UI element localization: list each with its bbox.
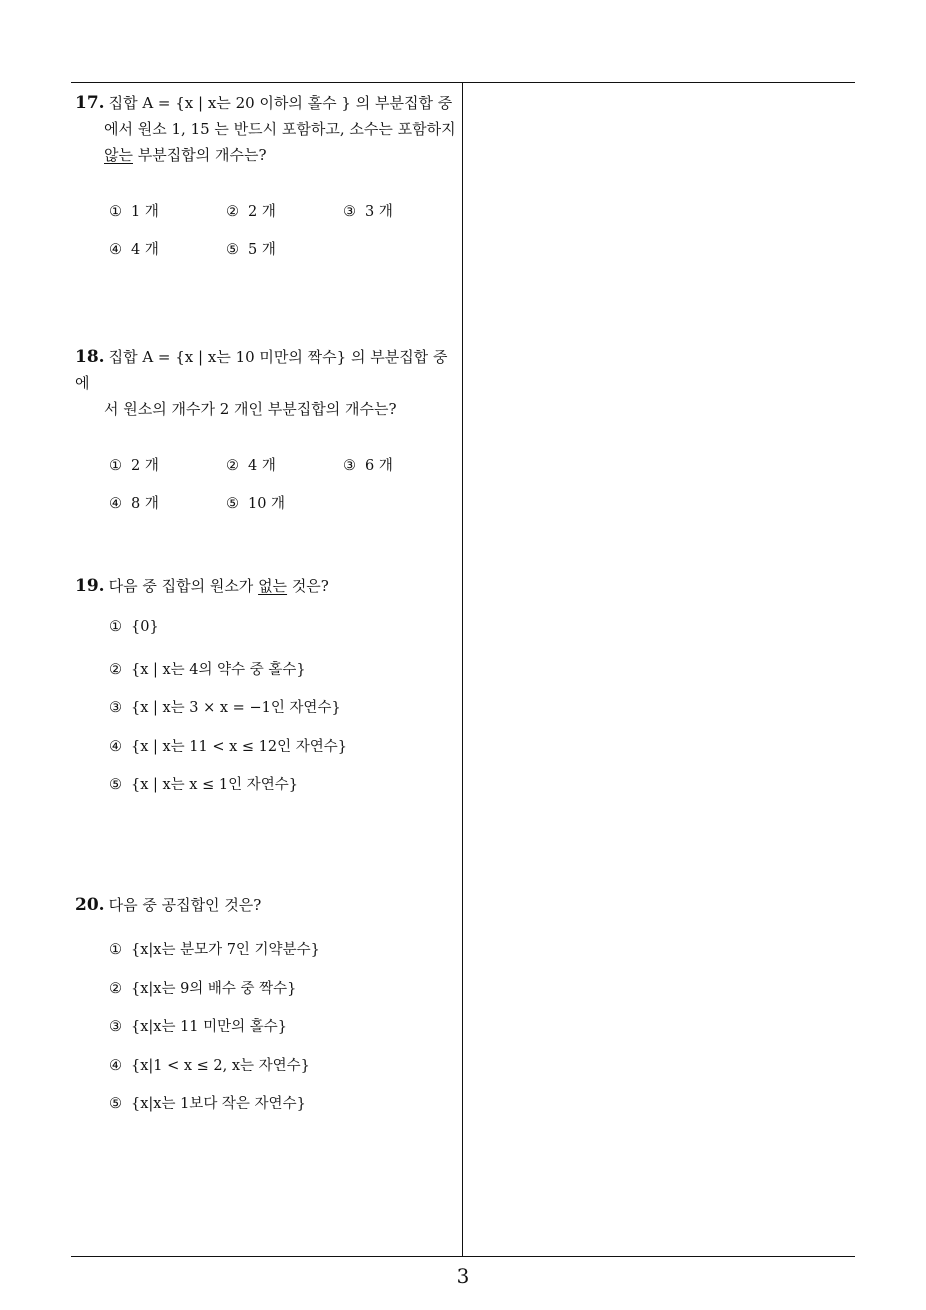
question-number: 19.: [75, 576, 105, 596]
choice-5[interactable]: ⑤ {x|x는 1보다 작은 자연수}: [109, 1096, 306, 1112]
choice-4[interactable]: ④ 8 개: [109, 496, 159, 512]
question-18-stem: [75, 344, 460, 422]
choice-list: [75, 938, 460, 1131]
choice-3[interactable]: ③ {x | x는 3 × x = −1인 자연수}: [109, 700, 341, 716]
choice-1[interactable]: ① 2 개: [109, 458, 159, 474]
question-19: [75, 573, 460, 812]
question-20-stem: 20. 다음 중 공집합인 것은?: [75, 895, 262, 915]
choice-2[interactable]: ② 4 개: [226, 458, 276, 474]
question-number: 18.: [75, 347, 105, 367]
question-18-line-2: 서 원소의 개수가 2 개인 부분집합의 개수는?: [104, 400, 397, 418]
question-17: [75, 90, 460, 268]
choice-list: [75, 619, 460, 812]
choice-grid: [75, 444, 460, 522]
question-18: [75, 344, 460, 522]
choice-5[interactable]: ⑤ 10 개: [226, 496, 286, 512]
question-17-line-1: 집합 A = {x | x는 20 이하의 홀수 } 의 부분집합 중: [108, 94, 453, 112]
question-20: [75, 892, 460, 1131]
choice-3[interactable]: ③ 6 개: [343, 458, 393, 474]
column-divider: [462, 82, 463, 1257]
question-18-line-1: 집합 A = {x | x는 10 미만의 짝수} 의 부분집합 중에: [75, 348, 448, 392]
question-17-stem: [75, 90, 460, 168]
choice-2[interactable]: ② 2 개: [226, 204, 276, 220]
top-rule: [71, 82, 855, 83]
choice-2[interactable]: ② {x | x는 4의 약수 중 홀수}: [109, 661, 306, 678]
choice-grid: [75, 190, 460, 268]
choice-4[interactable]: ④ {x|1 < x ≤ 2, x는 자연수}: [109, 1057, 310, 1074]
choice-1[interactable]: ① 1 개: [109, 204, 159, 220]
page-number: 3: [456, 1264, 470, 1288]
choice-4[interactable]: ④ 4 개: [109, 242, 159, 258]
question-number: 17.: [75, 93, 105, 113]
choice-1[interactable]: ① {0}: [109, 619, 159, 635]
choice-4[interactable]: ④ {x | x는 11 < x ≤ 12인 자연수}: [109, 738, 347, 755]
question-17-line-3: 않는 부분집합의 개수는?: [104, 146, 267, 164]
choice-5[interactable]: ⑤ {x | x는 x ≤ 1인 자연수}: [109, 777, 298, 793]
choice-5[interactable]: ⑤ 5 개: [226, 242, 276, 258]
question-number: 20.: [75, 895, 105, 915]
question-17-line-2: 에서 원소 1, 15 는 반드시 포함하고, 소수는 포함하지: [104, 120, 456, 138]
question-19-stem: 19. 다음 중 집합의 원소가 없는 것은?: [75, 576, 329, 596]
choice-3[interactable]: ③ {x|x는 11 미만의 홀수}: [109, 1019, 288, 1035]
bottom-rule: [71, 1256, 855, 1257]
choice-2[interactable]: ② {x|x는 9의 배수 중 짝수}: [109, 980, 297, 997]
underlined-word: 없는: [258, 577, 288, 595]
underlined-word: 않는: [104, 146, 133, 164]
choice-1[interactable]: ① {x|x는 분모가 7인 기약분수}: [109, 942, 320, 958]
choice-3[interactable]: ③ 3 개: [343, 204, 393, 220]
